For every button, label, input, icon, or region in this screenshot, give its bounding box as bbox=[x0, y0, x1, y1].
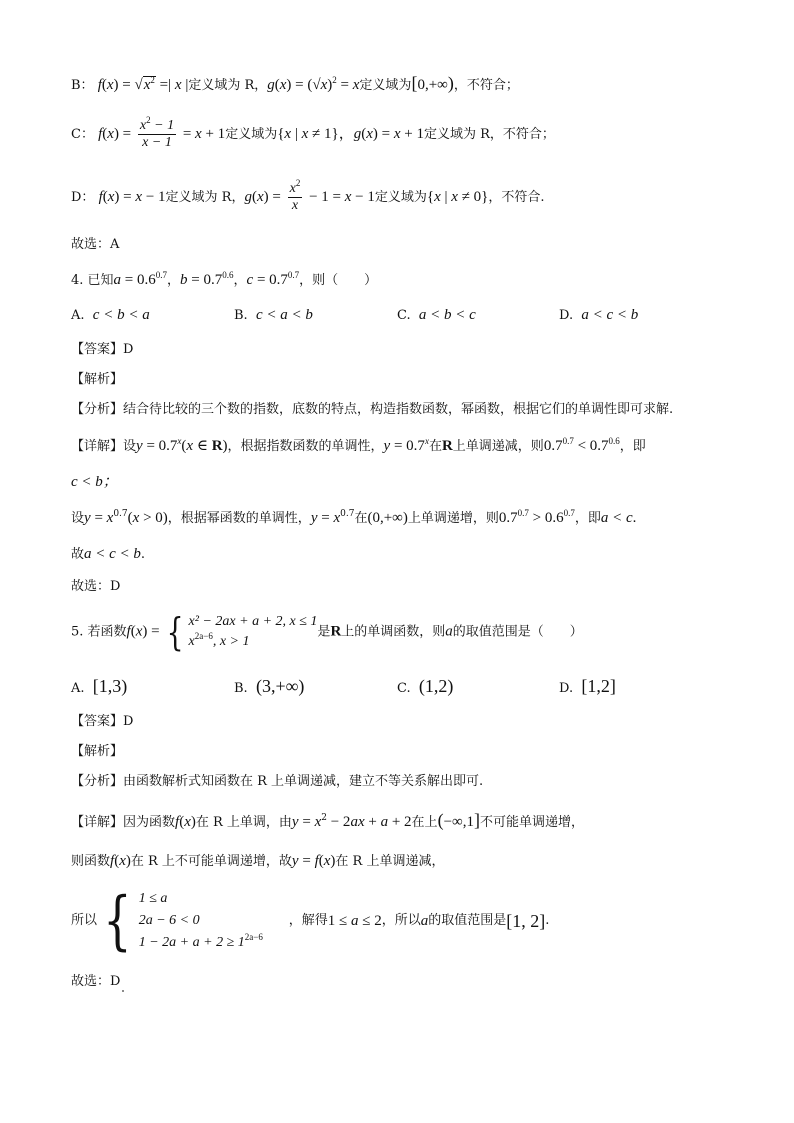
label-d: D： bbox=[71, 190, 95, 205]
q4-option-d: D. a < c < b bbox=[559, 307, 639, 323]
q4-analysis: 【分析】结合待比较的三个数的指数，底数的特点，构造指数函数，幂函数，根据它们的单调性即可求解. bbox=[71, 402, 674, 417]
stray-dot bbox=[122, 990, 124, 992]
choice-q3: 故选：A bbox=[71, 237, 120, 252]
q5-answer: 【答案】D bbox=[71, 714, 134, 729]
line-b: B： $f(x) = √x^2$ =| x |定义域为 R，$g(x) = (√x)^2 = x$定义域为[0,+∞)，不符合； bbox=[71, 73, 519, 93]
line-c: C： f(x) = $\frac{x^2 - 1}{x - 1}$ = x + 1定义域为{x | x ≠ 1}，g(x) = x + 1定义域为 R，不符合； bbox=[71, 115, 555, 150]
q5-option-c: C. (1,2) bbox=[397, 676, 454, 696]
sqrt-x2: $√x^2$ bbox=[134, 75, 155, 93]
q5-analysis-title: 【解析】 bbox=[71, 744, 124, 759]
q4-analysis-title: 【解析】 bbox=[71, 372, 124, 387]
q4-answer: 【答案】D bbox=[71, 342, 134, 357]
q5-detail: 【详解】因为函数f(x)在 R 上单调，由$y = x^2 - 2ax + a + 2$在上(−∞,1]不可能单调递增， bbox=[71, 810, 584, 830]
q5-detail-line2: 则函数f(x)在 R 上不可能单调递增，故y = f(x)在 R 上单调递减， bbox=[71, 853, 445, 869]
label-b: B： bbox=[71, 78, 94, 93]
q4-option-a: A. c < b < a bbox=[71, 307, 150, 323]
inequality-system-brace: { 1 ≤ a 2a − 6 < 0 $1 - 2a + a + 2 \ge 1^{2a-6}$ bbox=[103, 884, 263, 958]
q4-detail-line3: 设$y = x^{0.7}(x > 0)$，根据幂函数的单调性，$y = x^{0.7}$在(0,+∞)上单调递增，则$0.7^{0.7} > 0.6^{0.7}$，即a < c. bbox=[71, 508, 637, 526]
q5-option-a: A. [1,3) bbox=[71, 676, 128, 696]
q5-choice: 故选：D bbox=[71, 974, 121, 989]
q5-detail-line3: 所以 { 1 ≤ a 2a − 6 < 0 $1 - 2a + a + 2 \ge 1^{2a-6}$ ，解得1 ≤ a ≤ 2，所以a的取值范围是[1, 2]. bbox=[71, 884, 550, 958]
q5-analysis: 【分析】由函数解析式知函数在 R 上单调递减，建立不等关系解出即可. bbox=[71, 774, 484, 789]
formula-fx-b: f bbox=[97, 77, 102, 93]
label-c: C： bbox=[71, 127, 94, 142]
line-d: D： f(x) = x − 1定义域为 R，g(x) = $\frac{x^2}{x}$ − 1 = x − 1定义域为{x | x ≠ 0}，不符合. bbox=[71, 178, 545, 213]
q4-detail: 【详解】设$y = 0.7^x(x$ ∈ R)，根据指数函数的单调性，$y = 0.7^x$在R上单调递减，则$0.7^{0.7} < 0.7^{0.6}$，即 bbox=[71, 436, 646, 454]
q4-option-b: B. c < a < b bbox=[234, 307, 313, 323]
q4-stem: 4. 已知$a = 0.6^{0.7}$，$b = 0.7^{0.6}$，$c = 0.7^{0.7}$，则（ ） bbox=[71, 270, 378, 288]
q5-stem: 5. 若函数f(x) = { x² − 2ax + a + 2, x ≤ 1 $x^{2a-6}$, x > 1 是R上的单调函数，则a的取值范围是（ ） bbox=[71, 610, 583, 654]
q4-detail-line4: 故a < c < b. bbox=[71, 546, 146, 562]
q5-option-b: B. (3,+∞) bbox=[234, 676, 305, 696]
fraction-d: $\frac{x^2}{x}$ bbox=[289, 178, 301, 213]
q4-detail-line2: c < b； bbox=[71, 474, 118, 490]
q5-option-d: D. [1,2] bbox=[559, 676, 616, 696]
fraction-c: $\frac{x^2 - 1}{x - 1}$ bbox=[139, 115, 175, 150]
q4-option-c: C. a < b < c bbox=[397, 307, 476, 323]
piecewise-brace: { x² − 2ax + a + 2, x ≤ 1 $x^{2a-6}$, x > 1 bbox=[166, 610, 318, 654]
q4-choice: 故选：D bbox=[71, 579, 121, 594]
